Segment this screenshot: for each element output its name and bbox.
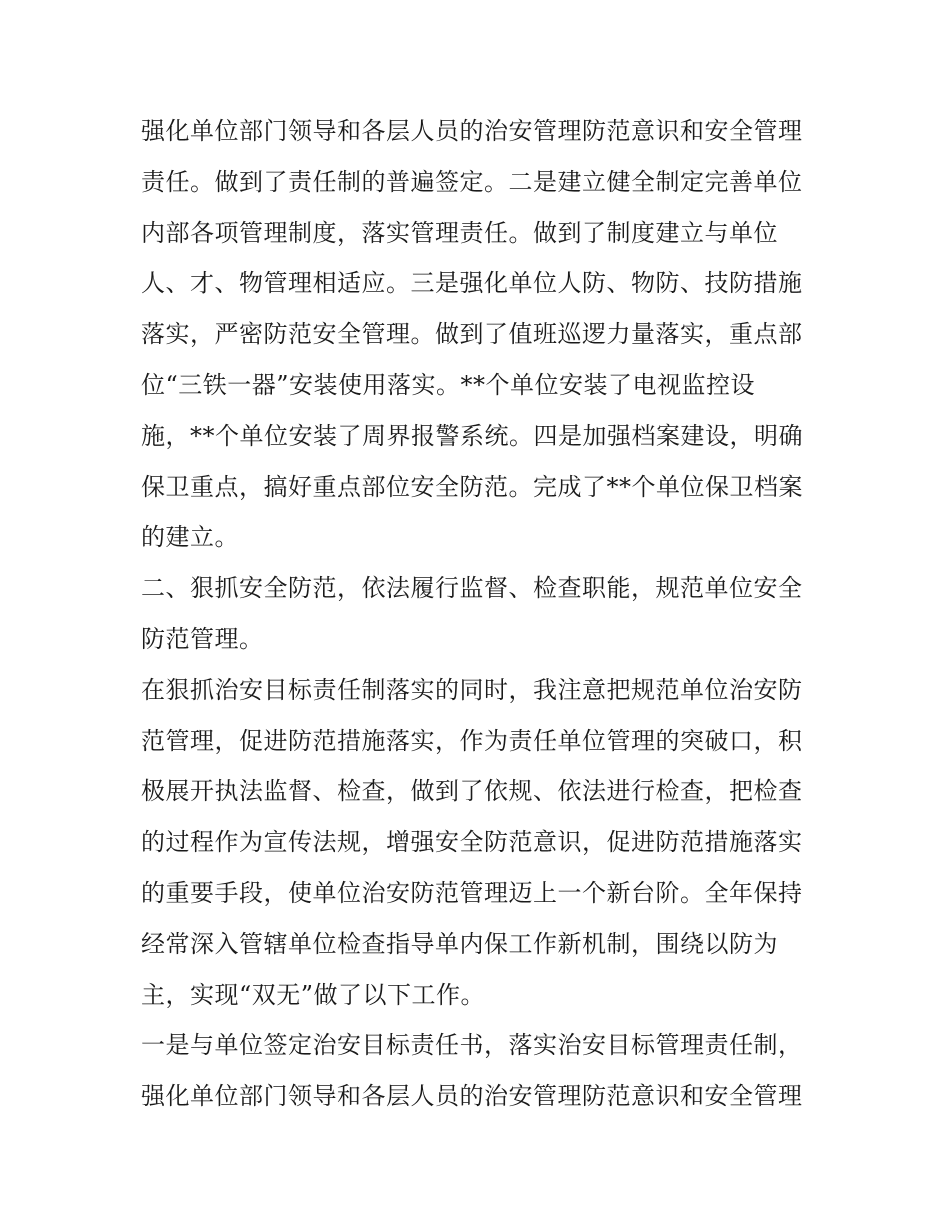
text-line: 的过程作为宣传法规，增强安全防范意识，促进防范措施落实: [141, 828, 803, 857]
section-heading: 防范管理。: [141, 624, 264, 653]
text-line: 极展开执法监督、检查，做到了依规、依法进行检查，把检查: [141, 777, 803, 806]
text-line: 保卫重点，搞好重点部位安全防范。完成了**个单位保卫档案: [141, 472, 803, 501]
text-line: 位“三铁一器”安装使用落实。**个单位安装了电视监控设: [141, 370, 756, 399]
document-body: [141, 106, 821, 1122]
text-line: 在狠抓治安目标责任制落实的同时，我注意把规范单位治安防: [141, 675, 803, 704]
text-line: 责任。做到了责任制的普遍签定。二是建立健全制定完善单位: [141, 167, 803, 196]
text-line: 经常深入管辖单位检查指导单内保工作新机制，围绕以防为: [141, 929, 778, 958]
text-line: 强化单位部门领导和各层人员的治安管理防范意识和安全管理: [141, 1082, 803, 1111]
text-line: 一是与单位签定治安目标责任书，落实治安目标管理责任制，: [141, 1031, 803, 1060]
section-heading: 二、狠抓安全防范，依法履行监督、检查职能，规范单位安全: [141, 574, 803, 603]
text-line: 内部各项管理制度，落实管理责任。做到了制度建立与单位: [141, 218, 778, 247]
text-line: 强化单位部门领导和各层人员的治安管理防范意识和安全管理: [141, 117, 803, 145]
text-line: 范管理，促进防范措施落实，作为责任单位管理的突破口，积: [141, 726, 803, 755]
text-line: 人、才、物管理相适应。三是强化单位人防、物防、技防措施: [141, 269, 803, 298]
text-line: 的建立。: [141, 523, 239, 552]
text-line: 主，实现“双无”做了以下工作。: [141, 980, 486, 1009]
text-line: 的重要手段，使单位治安防范管理迈上一个新台阶。全年保持: [141, 878, 803, 907]
text-line: 落实，严密防范安全管理。做到了值班巡逻力量落实，重点部: [141, 320, 803, 349]
text-line: 施，**个单位安装了周界报警系统。四是加强档案建设，明确: [141, 421, 803, 450]
